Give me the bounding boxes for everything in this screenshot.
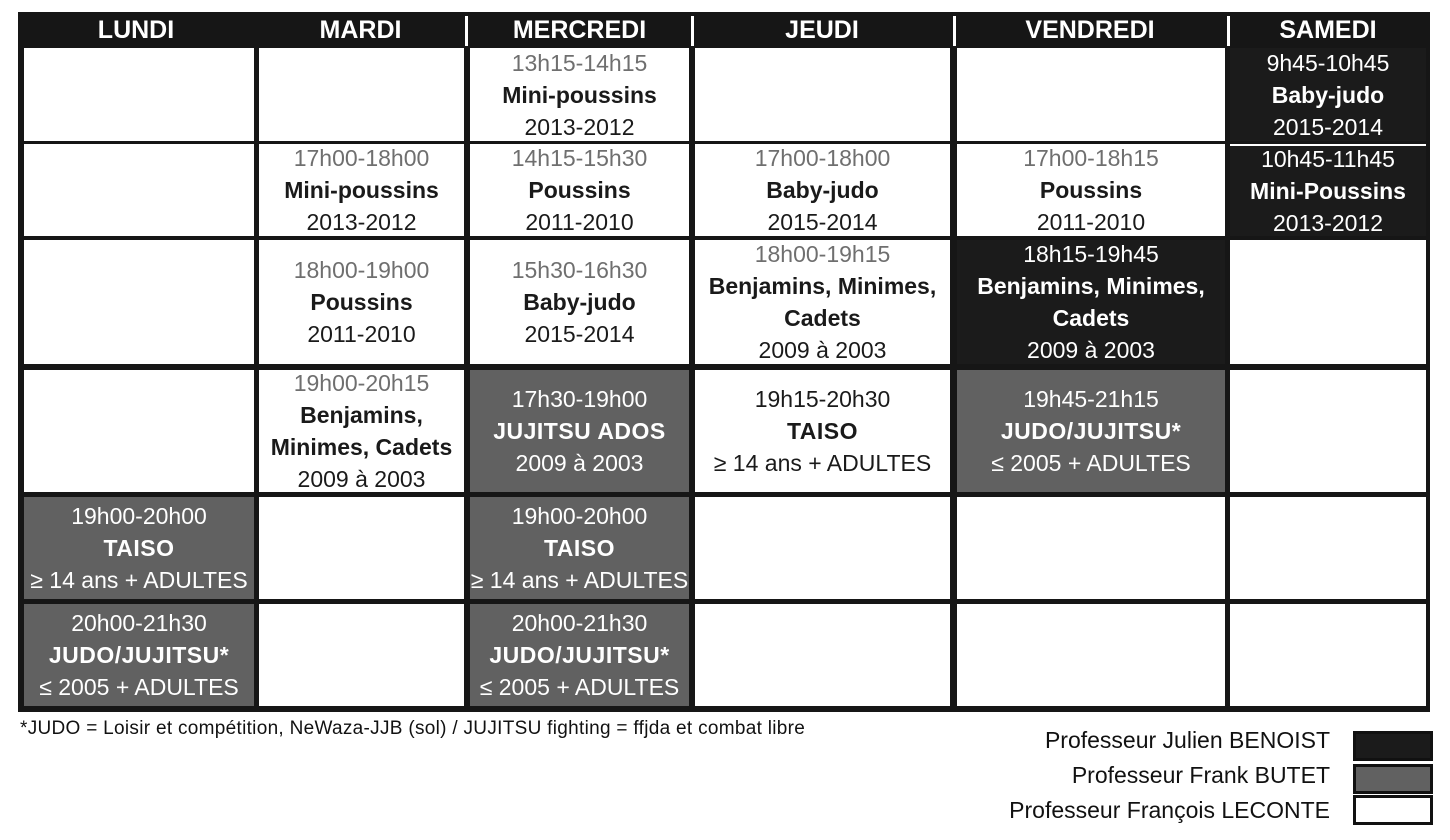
slot-time: 19h00-20h15 xyxy=(293,370,430,396)
header-samedi: SAMEDI xyxy=(1279,16,1377,44)
legend-label-leconte: Professeur François LECONTE xyxy=(1009,797,1330,823)
slot-course: Baby-judo xyxy=(523,289,636,315)
slot-time: 18h00-19h00 xyxy=(293,257,430,283)
header-divider xyxy=(1227,16,1230,46)
slot-empty xyxy=(259,48,464,141)
slot-course: JUDO/JUJITSU* xyxy=(1000,418,1182,444)
slot-ages: ≤ 2005 + ADULTES xyxy=(39,674,239,700)
slot-time: 17h00-18h00 xyxy=(754,145,891,171)
slot-time: 19h00-20h00 xyxy=(511,503,648,529)
slot-empty xyxy=(1230,604,1426,706)
slot-ages: 2013-2012 xyxy=(1273,210,1383,236)
slot-time: 17h00-18h00 xyxy=(293,145,430,171)
slot-mercredi-1 xyxy=(470,48,689,141)
slot-ages: 2009 à 2003 xyxy=(758,337,887,363)
slot-empty xyxy=(1230,240,1426,364)
slot-vendredi-2 xyxy=(957,144,1225,236)
slot-empty xyxy=(24,240,254,364)
slot-time: 18h00-19h15 xyxy=(754,241,891,267)
header-lundi: LUNDI xyxy=(97,16,175,44)
header-vendredi: VENDREDI xyxy=(1025,16,1155,44)
slot-course: TAISO xyxy=(786,418,859,444)
slot-course: Poussins xyxy=(1039,177,1143,203)
slot-time: 10h45-11h45 xyxy=(1261,146,1395,172)
slot-vendredi-3 xyxy=(957,240,1225,364)
slot-mercredi-5 xyxy=(470,497,689,599)
slot-empty xyxy=(259,497,464,599)
slot-empty xyxy=(957,48,1225,141)
slot-ages: 2013-2012 xyxy=(524,113,635,140)
slot-course: Benjamins, Minimes, xyxy=(708,273,937,299)
slot-course: Baby-judo xyxy=(1271,81,1385,108)
slot-lundi-5 xyxy=(24,497,254,599)
legend-swatch-benoist xyxy=(1353,731,1433,761)
slot-empty xyxy=(695,497,950,599)
slot-empty xyxy=(24,370,254,492)
slot-course: TAISO xyxy=(543,535,616,561)
slot-jeudi-3 xyxy=(695,240,950,364)
slot-empty xyxy=(695,48,950,141)
slot-time: 9h45-10h45 xyxy=(1266,49,1390,76)
slot-empty xyxy=(24,48,254,141)
slot-time: 17h30-19h00 xyxy=(511,386,648,412)
slot-course: Mini-Poussins xyxy=(1250,178,1406,204)
slot-empty xyxy=(1230,370,1426,492)
slot-ages: ≥ 14 ans + ADULTES xyxy=(470,567,689,593)
slot-time: 19h45-21h15 xyxy=(1023,386,1159,412)
slot-ages: 2015-2014 xyxy=(1273,113,1383,140)
legend-swatch-butet xyxy=(1353,764,1433,794)
slot-ages: ≥ 14 ans + ADULTES xyxy=(30,567,248,593)
slot-mardi-4 xyxy=(259,370,464,492)
slot-samedi-1 xyxy=(1230,48,1426,141)
slot-course: Baby-judo xyxy=(766,177,879,203)
slot-ages: 2011-2010 xyxy=(307,321,416,347)
slot-ages: 2009 à 2003 xyxy=(297,466,426,492)
slot-time: 17h00-18h15 xyxy=(1023,145,1159,171)
slot-time: 19h15-20h30 xyxy=(754,386,891,412)
slot-ages: ≤ 2005 + ADULTES xyxy=(479,674,680,700)
slot-time: 19h00-20h00 xyxy=(71,503,207,529)
header-mercredi: MERCREDI xyxy=(512,16,647,44)
slot-course: Mini-poussins xyxy=(284,177,439,203)
slot-course: Cadets xyxy=(1052,305,1130,331)
slot-ages: 2015-2014 xyxy=(767,209,878,235)
slot-mercredi-3 xyxy=(470,240,689,364)
slot-empty xyxy=(957,497,1225,599)
legend-label-butet: Professeur Frank BUTET xyxy=(1071,762,1330,788)
slot-time: 20h00-21h30 xyxy=(511,610,648,636)
slot-ages: 2011-2010 xyxy=(1036,209,1146,235)
slot-time: 13h15-14h15 xyxy=(511,49,648,76)
slot-vendredi-4 xyxy=(957,370,1225,492)
slot-time: 14h15-15h30 xyxy=(511,145,648,171)
slot-ages: ≤ 2005 + ADULTES xyxy=(991,450,1191,476)
slot-mardi-2 xyxy=(259,144,464,236)
slot-mercredi-2 xyxy=(470,144,689,236)
slot-ages: 2009 à 2003 xyxy=(515,450,644,476)
slot-time: 20h00-21h30 xyxy=(71,610,207,636)
slot-ages: 2013-2012 xyxy=(306,209,417,235)
slot-ages: ≥ 14 ans + ADULTES xyxy=(713,450,932,476)
slot-time: 15h30-16h30 xyxy=(511,257,648,283)
slot-empty xyxy=(957,604,1225,706)
slot-time: 18h15-19h45 xyxy=(1023,241,1159,267)
slot-empty xyxy=(24,144,254,236)
slot-course: Minimes, Cadets xyxy=(270,434,453,460)
slot-samedi-2 xyxy=(1230,144,1426,236)
slot-mercredi-4 xyxy=(470,370,689,492)
slot-course: Poussins xyxy=(528,177,631,203)
slot-course: JUJITSU ADOS xyxy=(493,418,666,444)
slot-course: Poussins xyxy=(310,289,413,315)
legend-swatch-leconte xyxy=(1353,795,1433,825)
slot-jeudi-4 xyxy=(695,370,950,492)
legend-label-benoist: Professeur Julien BENOIST xyxy=(1044,727,1330,753)
slot-jeudi-2 xyxy=(695,144,950,236)
slot-course: Cadets xyxy=(784,305,861,331)
footnote: *JUDO = Loisir et compétition, NeWaza-JJB (sol) / JUJITSU fighting = ffjda et combat libre xyxy=(20,718,806,739)
slot-empty xyxy=(1230,497,1426,599)
slot-ages: 2009 à 2003 xyxy=(1027,337,1155,363)
header-mardi: MARDI xyxy=(319,16,402,44)
slot-course: JUDO/JUJITSU* xyxy=(48,642,230,668)
header-divider xyxy=(465,16,468,46)
slot-course: Benjamins, xyxy=(300,402,423,428)
slot-ages: 2011-2010 xyxy=(525,209,634,235)
slot-mardi-3 xyxy=(259,240,464,364)
slot-lundi-6 xyxy=(24,604,254,706)
slot-course: TAISO xyxy=(103,535,175,561)
slot-course: Mini-poussins xyxy=(502,81,657,108)
slot-empty xyxy=(695,604,950,706)
header-jeudi: JEUDI xyxy=(785,16,859,44)
slot-course: JUDO/JUJITSU* xyxy=(489,642,670,668)
header-divider xyxy=(691,16,694,46)
slot-ages: 2015-2014 xyxy=(524,321,635,347)
slot-course: Benjamins, Minimes, xyxy=(977,273,1205,299)
slot-empty xyxy=(259,604,464,706)
header-divider xyxy=(953,16,956,46)
slot-mercredi-6 xyxy=(470,604,689,706)
